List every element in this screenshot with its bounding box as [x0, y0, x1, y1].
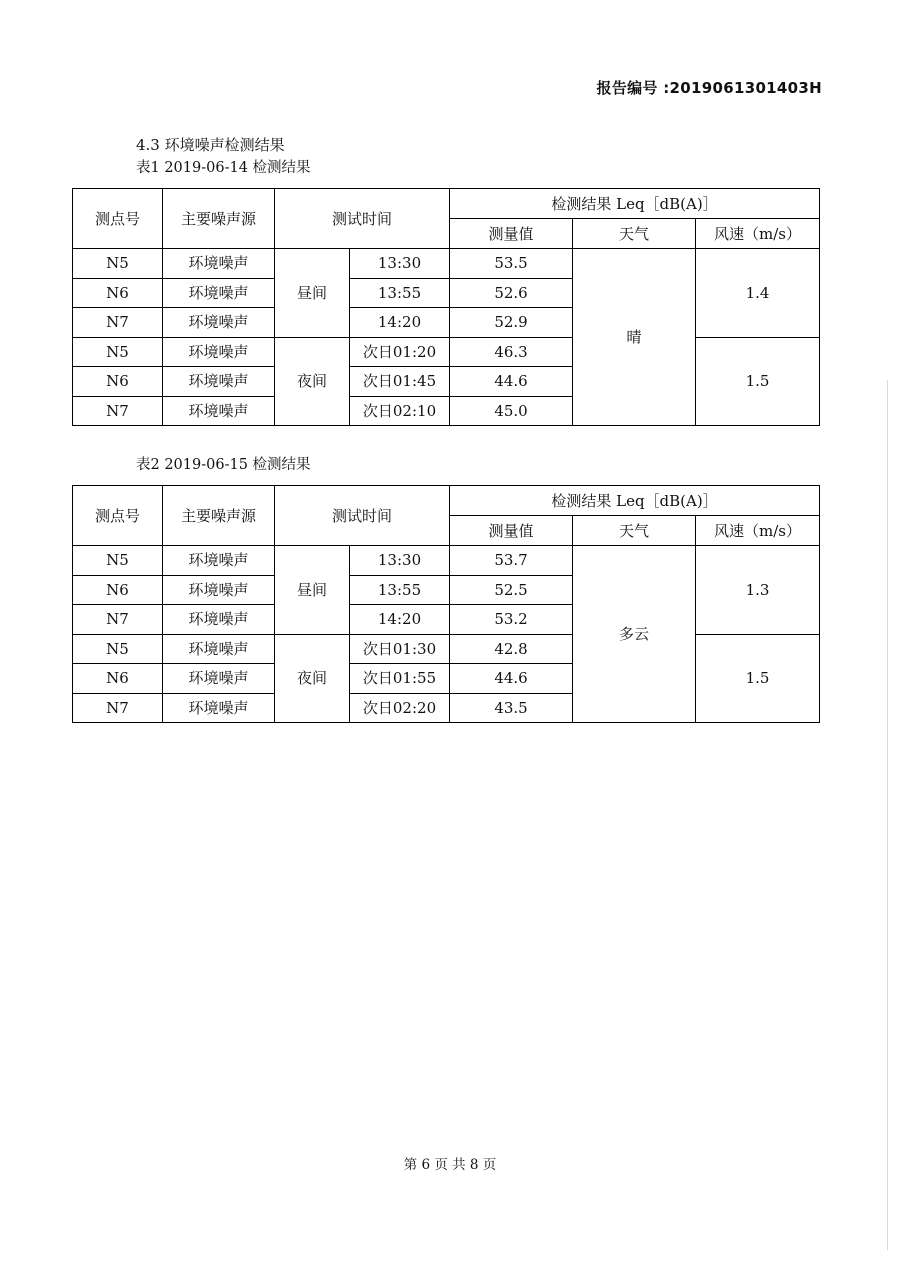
cell-point: N6: [73, 367, 163, 397]
col-time: 测试时间: [275, 189, 450, 249]
cell-weather: 多云: [573, 546, 696, 723]
cell-weather: 晴: [573, 249, 696, 426]
col-weather: 天气: [573, 219, 696, 249]
col-time: 测试时间: [275, 486, 450, 546]
table-row: [73, 337, 820, 367]
cell-source: 环境噪声: [163, 396, 275, 426]
cell-source: 环境噪声: [163, 605, 275, 635]
cell-point: N7: [73, 693, 163, 723]
cell-source: 环境噪声: [163, 308, 275, 338]
col-source: 主要噪声源: [163, 189, 275, 249]
cell-value: 53.5: [450, 249, 573, 279]
cell-period: 昼间: [275, 249, 350, 338]
cell-point: N5: [73, 634, 163, 664]
cell-value: 53.2: [450, 605, 573, 635]
cell-time: 次日01:45: [350, 367, 450, 397]
cell-source: 环境噪声: [163, 664, 275, 694]
cell-point: N6: [73, 664, 163, 694]
cell-point: N5: [73, 337, 163, 367]
table-header-row: [73, 486, 820, 516]
cell-point: N6: [73, 575, 163, 605]
table1: [72, 188, 820, 426]
cell-time: 次日01:20: [350, 337, 450, 367]
cell-source: 环境噪声: [163, 634, 275, 664]
cell-value: 52.6: [450, 278, 573, 308]
cell-period: 夜间: [275, 634, 350, 723]
table1-caption: 表1 2019-06-14 检测结果: [136, 160, 311, 176]
cell-value: 46.3: [450, 337, 573, 367]
table2: [72, 485, 820, 723]
table-row: [73, 249, 820, 279]
table-row: [73, 546, 820, 576]
cell-value: 45.0: [450, 396, 573, 426]
cell-time: 14:20: [350, 605, 450, 635]
cell-value: 42.8: [450, 634, 573, 664]
cell-source: 环境噪声: [163, 249, 275, 279]
cell-point: N7: [73, 605, 163, 635]
cell-time: 次日02:20: [350, 693, 450, 723]
cell-wind: 1.5: [696, 634, 820, 723]
col-value: 测量值: [450, 219, 573, 249]
col-wind: 风速（m/s）: [696, 516, 820, 546]
cell-source: 环境噪声: [163, 278, 275, 308]
col-value: 测量值: [450, 516, 573, 546]
cell-source: 环境噪声: [163, 546, 275, 576]
cell-time: 14:20: [350, 308, 450, 338]
cell-value: 52.5: [450, 575, 573, 605]
col-point: 测点号: [73, 486, 163, 546]
table-row: [73, 634, 820, 664]
col-wind: 风速（m/s）: [696, 219, 820, 249]
cell-point: N7: [73, 308, 163, 338]
cell-value: 43.5: [450, 693, 573, 723]
cell-point: N5: [73, 546, 163, 576]
cell-source: 环境噪声: [163, 693, 275, 723]
cell-time: 次日01:55: [350, 664, 450, 694]
col-result: 检测结果 Leq［dB(A)］: [450, 486, 820, 516]
col-point: 测点号: [73, 189, 163, 249]
table2-caption: 表2 2019-06-15 检测结果: [136, 457, 311, 473]
table-header-row: [73, 189, 820, 219]
cell-value: 44.6: [450, 367, 573, 397]
cell-value: 52.9: [450, 308, 573, 338]
cell-wind: 1.4: [696, 249, 820, 338]
cell-point: N5: [73, 249, 163, 279]
cell-source: 环境噪声: [163, 367, 275, 397]
cell-time: 次日01:30: [350, 634, 450, 664]
section-title: 4.3 环境噪声检测结果: [136, 136, 285, 154]
col-source: 主要噪声源: [163, 486, 275, 546]
scan-edge-divider: [887, 380, 888, 1250]
cell-period: 昼间: [275, 546, 350, 635]
cell-time: 13:30: [350, 249, 450, 279]
cell-period: 夜间: [275, 337, 350, 426]
cell-time: 次日02:10: [350, 396, 450, 426]
cell-value: 44.6: [450, 664, 573, 694]
cell-value: 53.7: [450, 546, 573, 576]
cell-wind: 1.3: [696, 546, 820, 635]
cell-source: 环境噪声: [163, 575, 275, 605]
cell-time: 13:55: [350, 575, 450, 605]
cell-point: N7: [73, 396, 163, 426]
cell-time: 13:30: [350, 546, 450, 576]
cell-time: 13:55: [350, 278, 450, 308]
col-weather: 天气: [573, 516, 696, 546]
col-result: 检测结果 Leq［dB(A)］: [450, 189, 820, 219]
cell-source: 环境噪声: [163, 337, 275, 367]
cell-wind: 1.5: [696, 337, 820, 426]
cell-point: N6: [73, 278, 163, 308]
report-number: 报告编号 :2019061301403H: [596, 79, 822, 97]
page-number: 第 6 页 共 8 页: [403, 1157, 497, 1173]
